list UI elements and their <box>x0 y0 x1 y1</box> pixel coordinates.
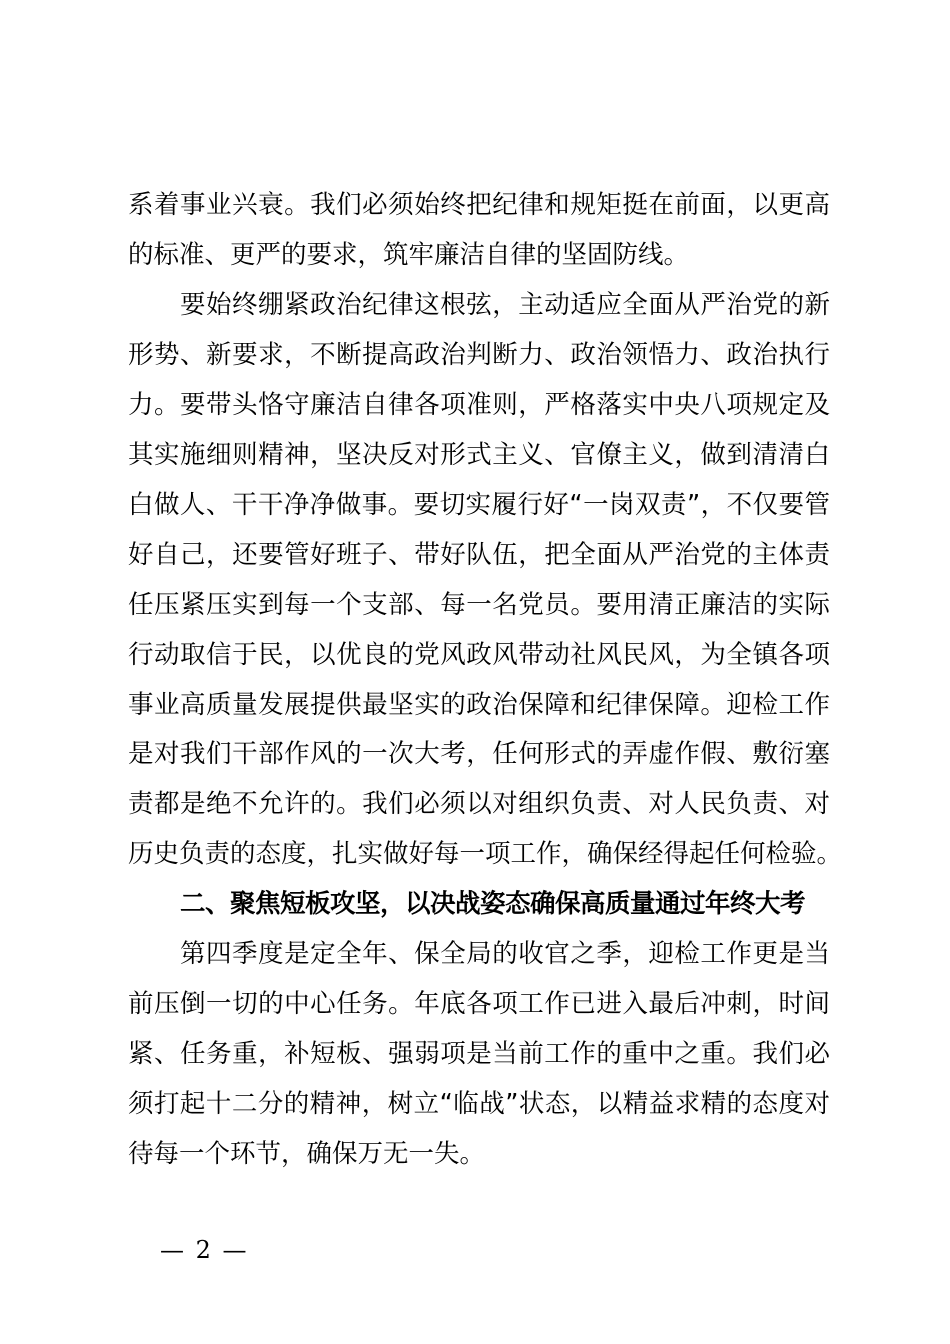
text-line: 是对我们干部作风的一次大考，任何形式的弄虚作假、敷衍塞 <box>128 739 830 770</box>
text-line: 前压倒一切的中心任务。年底各项工作已进入最后冲刺，时间 <box>128 989 830 1020</box>
text-line: 待每一个环节，确保万无一失。 <box>128 1139 486 1170</box>
text-line: 须打起十二分的精神，树立“临战”状态，以精益求精的态度对 <box>128 1089 830 1120</box>
heading-line: 二、聚焦短板攻坚，以决战姿态确保高质量通过年终大考 <box>180 889 806 920</box>
text-line: 要始终绷紧政治纪律这根弦，主动适应全面从严治党的新 <box>180 289 830 320</box>
page-number: — 2 — <box>160 1236 249 1264</box>
text-line: 历史负责的态度，扎实做好每一项工作，确保经得起任何检验。 <box>128 839 843 870</box>
text-line: 形势、新要求，不断提高政治判断力、政治领悟力、政治执行 <box>128 339 830 370</box>
text-line: 责都是绝不允许的。我们必须以对组织负责、对人民负责、对 <box>128 789 830 820</box>
text-line: 紧、任务重，补短板、强弱项是当前工作的重中之重。我们必 <box>128 1039 830 1070</box>
text-line: 其实施细则精神，坚决反对形式主义、官僚主义，做到清清白 <box>128 439 830 470</box>
text-line: 系着事业兴衰。我们必须始终把纪律和规矩挺在前面，以更高 <box>128 190 830 220</box>
text-line: 力。要带头恪守廉洁自律各项准则，严格落实中央八项规定及 <box>128 389 830 420</box>
text-line: 白做人、干干净净做事。要切实履行好“一岗双责”，不仅要管 <box>128 489 830 520</box>
text-line: 行动取信于民，以优良的党风政风带动社风民风，为全镇各项 <box>128 639 830 670</box>
text-line: 好自己，还要管好班子、带好队伍，把全面从严治党的主体责 <box>128 539 830 570</box>
text-line: 任压紧压实到每一个支部、每一名党员。要用清正廉洁的实际 <box>128 589 830 620</box>
text-line: 事业高质量发展提供最坚实的政治保障和纪律保障。迎检工作 <box>128 689 830 720</box>
text-line: 第四季度是定全年、保全局的收官之季，迎检工作更是当 <box>180 939 830 970</box>
text-line: 的标准、更严的要求，筑牢廉洁自律的坚固防线。 <box>128 239 690 270</box>
